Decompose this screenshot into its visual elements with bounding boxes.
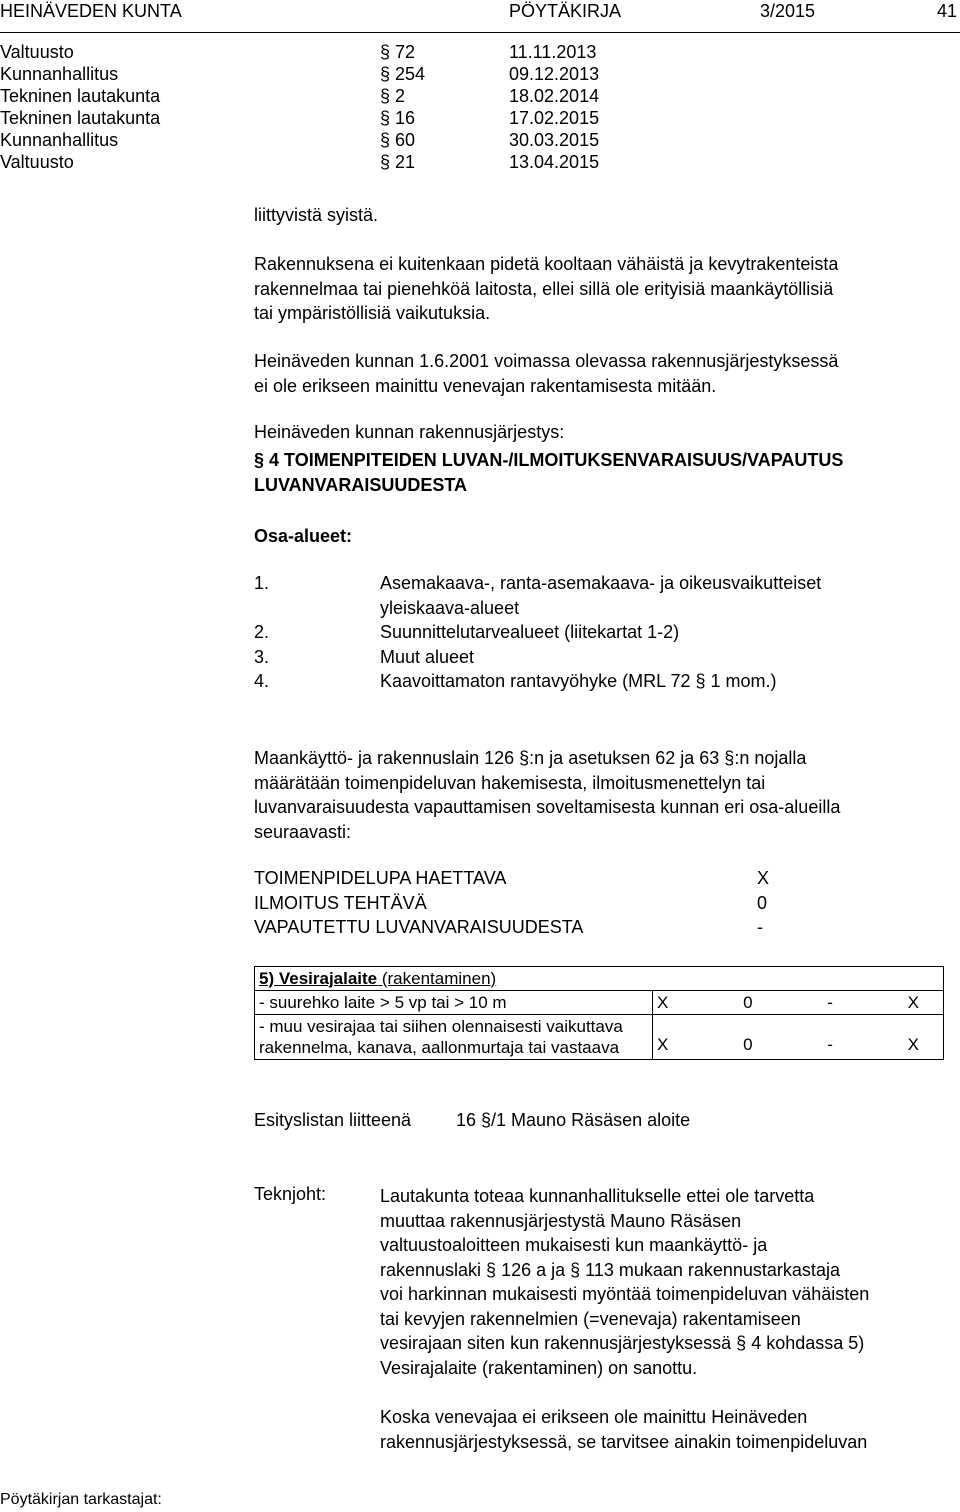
text-line: ei ole erikseen mainittu venevajan rakentamisesta mitään. xyxy=(254,375,717,396)
osa-item-number: 1. xyxy=(254,573,270,593)
heading-line: § 4 TOIMENPITEIDEN LUVAN-/ILMOITUKSENVARAISUUS/VAPAUTUS xyxy=(254,450,844,470)
text-line: määrätään toimenpideluvan hakemisesta, ilmoitusmenettelyn tai xyxy=(254,772,766,793)
intro-fragment: liittyvistä syistä. xyxy=(254,205,379,225)
cell-mark: 0 xyxy=(743,1034,753,1054)
header-doc-type: PÖYTÄKIRJA xyxy=(509,1,622,21)
attachment-value: 16 §/1 Mauno Räsäsen aloite xyxy=(456,1110,691,1130)
text-line: Vesirajalaite (rakentaminen) on sanottu. xyxy=(380,1357,698,1378)
legend-mark: X xyxy=(757,868,770,888)
history-paragraph: § 60 xyxy=(380,130,416,150)
table-row-cells xyxy=(653,991,944,1015)
history-paragraph: § 16 xyxy=(380,108,416,128)
legend-label: ILMOITUS TEHTÄVÄ xyxy=(254,892,427,913)
history-date: 09.12.2013 xyxy=(509,64,600,84)
paragraph-mrl xyxy=(254,746,840,844)
paragraph-building-order xyxy=(254,349,838,398)
history-body: Tekninen lautakunta xyxy=(0,86,161,106)
history-paragraph: § 254 xyxy=(380,64,426,84)
building-order-intro: Heinäveden kunnan rakennusjärjestys: xyxy=(254,422,565,442)
text-line: Koska venevajaa ei erikseen ole mainittu Heinäveden xyxy=(380,1407,808,1427)
header-rule xyxy=(0,32,960,33)
text-line: luvanvaraisuudesta vapauttamisen soveltamisesta kunnan eri osa-alueilla xyxy=(254,797,841,817)
osa-item-number: 4. xyxy=(254,671,270,691)
text-line: rakennusjärjestyksessä, se tarvitsee ainakin toimenpideluvan xyxy=(380,1431,868,1452)
history-date: 30.03.2015 xyxy=(509,130,600,150)
header-number: 3/2015 xyxy=(760,1,816,21)
text-line: Rakennuksena ei kuitenkaan pidetä kooltaan vähäistä ja kevytrakenteista xyxy=(254,254,839,274)
history-body: Valtuusto xyxy=(0,42,74,62)
table-row-cells xyxy=(653,1015,944,1060)
history-date: 11.11.2013 xyxy=(509,42,597,62)
osa-item-text: Suunnittelutarvealueet (liitekartat 1-2) xyxy=(380,622,680,642)
text-line: - muu vesirajaa tai siihen olennaisesti vaikuttava xyxy=(259,1017,623,1036)
teknjoht-label: Teknjoht: xyxy=(254,1184,327,1204)
teknjoht-paragraph-2 xyxy=(380,1405,867,1454)
cell-mark: - xyxy=(827,992,833,1012)
cell-mark: X xyxy=(907,992,919,1012)
cell-mark: X xyxy=(657,992,669,1012)
header-org: HEINÄVEDEN KUNTA xyxy=(0,1,182,21)
history-body: Kunnanhallitus xyxy=(0,64,119,84)
legend-mark: 0 xyxy=(757,892,768,913)
text-line: rakennelma, kanava, aallonmurtaja tai vastaava xyxy=(259,1038,620,1057)
table-heading-bold: 5) Vesirajalaite xyxy=(259,968,378,988)
history-paragraph: § 21 xyxy=(380,152,416,172)
text-line: valtuustoaloitteen mukaisesti kun maankäyttö- ja xyxy=(380,1235,768,1255)
vesirajalaite-table xyxy=(254,966,944,1060)
osa-item-text: Muut alueet xyxy=(380,646,475,667)
table-row-text xyxy=(255,1015,653,1060)
legend-label: TOIMENPIDELUPA HAETTAVA xyxy=(254,868,507,888)
text-line: rakennelmaa tai pienehköä laitosta, ellei sillä ole erityisiä maankäytöllisiä xyxy=(254,278,834,299)
text-line: tai ympäristöllisiä vaikutuksia. xyxy=(254,303,491,323)
text-line: seuraavasti: xyxy=(254,821,352,842)
text-line: - suurehko laite > 5 vp tai > 10 m xyxy=(259,992,507,1012)
history-date: 18.02.2014 xyxy=(509,86,600,106)
cell-mark: X xyxy=(907,1034,919,1054)
history-paragraph: § 2 xyxy=(380,86,406,106)
text-line: rakennuslaki § 126 a ja § 113 mukaan rakennustarkastaja xyxy=(380,1259,840,1280)
cell-mark: - xyxy=(827,1034,833,1054)
cell-mark: X xyxy=(657,1034,669,1054)
history-body: Valtuusto xyxy=(0,152,74,172)
text-line: tai kevyjen rakennelmien (=venevaja) rakentamiseen xyxy=(380,1308,801,1329)
table-row xyxy=(255,1015,944,1060)
history-date: 13.04.2015 xyxy=(509,152,600,172)
table-header-row xyxy=(255,967,944,991)
history-paragraph: § 72 xyxy=(380,42,416,62)
text-line: Maankäyttö- ja rakennuslain 126 §:n ja asetuksen 62 ja 63 §:n nojalla xyxy=(254,748,807,768)
building-order-heading xyxy=(254,448,843,497)
table-heading-rest: (rakentaminen) xyxy=(377,968,497,988)
cell-mark: 0 xyxy=(743,992,753,1012)
paragraph-building-definition xyxy=(254,252,838,326)
text-line: vesirajaan siten kun rakennusjärjestyksessä § 4 kohdassa 5) xyxy=(380,1333,865,1353)
teknjoht-proposal xyxy=(380,1184,869,1380)
footer-inspectors-label: Pöytäkirjan tarkastajat: xyxy=(0,1491,162,1508)
osa-item-text: Asemakaava-, ranta-asemakaava- ja oikeusvaikutteiset xyxy=(380,573,822,593)
table-heading xyxy=(255,967,944,991)
legend-label: VAPAUTETTU LUVANVARAISUUDESTA xyxy=(254,917,584,937)
attachment-label: Esityslistan liitteenä xyxy=(254,1110,412,1130)
osa-item-text: yleiskaava-alueet xyxy=(380,597,520,618)
heading-line: LUVANVARAISUUDESTA xyxy=(254,474,468,495)
text-line: muuttaa rakennusjärjestystä Mauno Räsäsen xyxy=(380,1210,742,1231)
text-line: voi harkinnan mukaisesti myöntää toimenpideluvan vähäisten xyxy=(380,1284,870,1304)
osa-item-number: 2. xyxy=(254,622,270,642)
table-row-text xyxy=(255,991,653,1015)
osa-alueet-title: Osa-alueet: xyxy=(254,526,353,546)
text-line: Lautakunta toteaa kunnanhallitukselle ettei ole tarvetta xyxy=(380,1186,815,1206)
legend-mark: - xyxy=(757,917,763,937)
history-body: Tekninen lautakunta xyxy=(0,108,161,128)
osa-item-text: Kaavoittamaton rantavyöhyke (MRL 72 § 1 mom.) xyxy=(380,671,777,691)
history-date: 17.02.2015 xyxy=(509,108,600,128)
osa-item-number: 3. xyxy=(254,646,270,667)
text-line: Heinäveden kunnan 1.6.2001 voimassa olevassa rakennusjärjestyksessä xyxy=(254,351,839,371)
table-row xyxy=(255,991,944,1015)
header-page: 41 xyxy=(937,1,958,21)
history-body: Kunnanhallitus xyxy=(0,130,119,150)
